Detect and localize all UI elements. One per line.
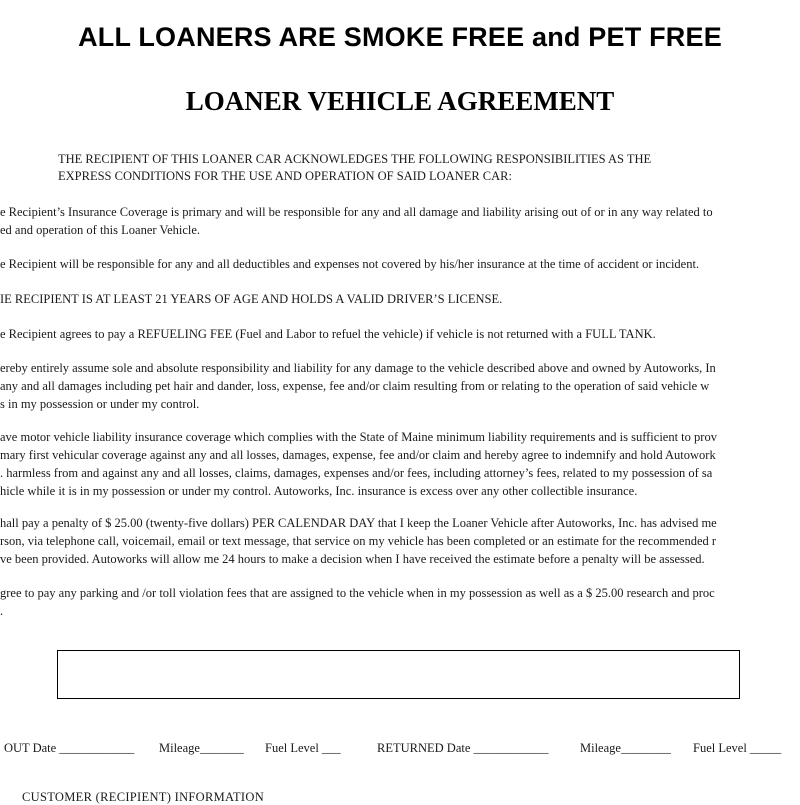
signature-box[interactable] (57, 650, 740, 699)
clause-parking-toll-fees (0, 584, 800, 620)
clause-line: gree to pay any parking and /or toll violation fees that are assigned to the vehicle when in my possession as well as a $ 25.00 research and proc (0, 586, 715, 600)
intro-paragraph (58, 151, 651, 185)
customer-information-heading: CUSTOMER (RECIPIENT) INFORMATION (22, 790, 265, 804)
clause-damage-liability (0, 359, 800, 413)
clause-refueling-fee (0, 325, 800, 343)
out-date-field[interactable]: OUT Date ____________ (4, 741, 135, 755)
clause-line: s in my possession or under my control. (0, 397, 200, 411)
intro-line: EXPRESS CONDITIONS FOR THE USE AND OPERATION OF SAID LOANER CAR: (58, 169, 512, 183)
clause-deductibles (0, 255, 800, 273)
clause-insurance-primary (0, 203, 800, 239)
returned-mileage-field[interactable]: Mileage________ (580, 741, 671, 755)
page-title: LOANER VEHICLE AGREEMENT (185, 86, 615, 116)
clause-line: ave motor vehicle liability insurance coverage which complies with the State of Maine minimum liability requirements and is sufficient to prov (0, 430, 717, 444)
intro-line: THE RECIPIENT OF THIS LOANER CAR ACKNOWLEDGES THE FOLLOWING RESPONSIBILITIES AS THE (58, 152, 652, 166)
returned-fuel-level-field[interactable]: Fuel Level _____ (693, 741, 782, 755)
smoke-pet-free-banner: ALL LOANERS ARE SMOKE FREE and PET FREE (78, 22, 722, 52)
clause-liability-insurance (0, 428, 800, 500)
clause-line: hall pay a penalty of $ 25.00 (twenty-five dollars) PER CALENDAR DAY that I keep the Loaner Vehicle after Autoworks, Inc. has advised me (0, 516, 717, 530)
out-mileage-field[interactable]: Mileage_______ (159, 741, 244, 755)
clause-line: . (0, 604, 4, 618)
clause-line: hicle while it is in my possession or under my control. Autoworks, Inc. insurance is excess over any other collectible insurance. (0, 484, 638, 498)
clause-daily-penalty (0, 514, 800, 568)
clause-line: e Recipient will be responsible for any and all deductibles and expenses not covered by his/her insurance at the time of accident or incident. (0, 257, 700, 271)
clause-line: ereby entirely assume sole and absolute responsibility and liability for any damage to the vehicle described above and owned by Autoworks, In (0, 361, 716, 375)
clause-line: ve been provided. Autoworks will allow me 24 hours to make a decision when I have received the estimate before a penalty will be assessed. (0, 552, 705, 566)
clause-line: e Recipient’s Insurance Coverage is primary and will be responsible for any and all damage and liability arising out of or in any way related to (0, 205, 713, 219)
clause-line: . harmless from and against any and all losses, claims, damages, expenses and/or fees, including attorney’s fees, related to my possession of sa (0, 466, 713, 480)
clause-line: rson, via telephone call, voicemail, email or text message, that service on my vehicle has been completed or an estimate for the recommended r (0, 534, 717, 548)
clause-age-license (0, 290, 800, 308)
clause-line: IE RECIPIENT IS AT LEAST 21 YEARS OF AGE AND HOLDS A VALID DRIVER’S LICENSE. (0, 292, 503, 306)
clause-line: e Recipient agrees to pay a REFUELING FEE (Fuel and Labor to refuel the vehicle) if vehicle is not returned with a FULL TANK. (0, 327, 656, 341)
clause-line: any and all damages including pet hair and dander, loss, expense, fee and/or claim resulting from or relating to the operation of said vehicle w (0, 379, 710, 393)
clause-line: mary first vehicular coverage against any and all losses, damages, expense, fee and/or claim and hereby agree to indemnify and hold Autowork (0, 448, 716, 462)
returned-date-field[interactable]: RETURNED Date ____________ (377, 741, 549, 755)
out-fuel-level-field[interactable]: Fuel Level ___ (265, 741, 341, 755)
clause-line: ed and operation of this Loaner Vehicle. (0, 223, 201, 237)
